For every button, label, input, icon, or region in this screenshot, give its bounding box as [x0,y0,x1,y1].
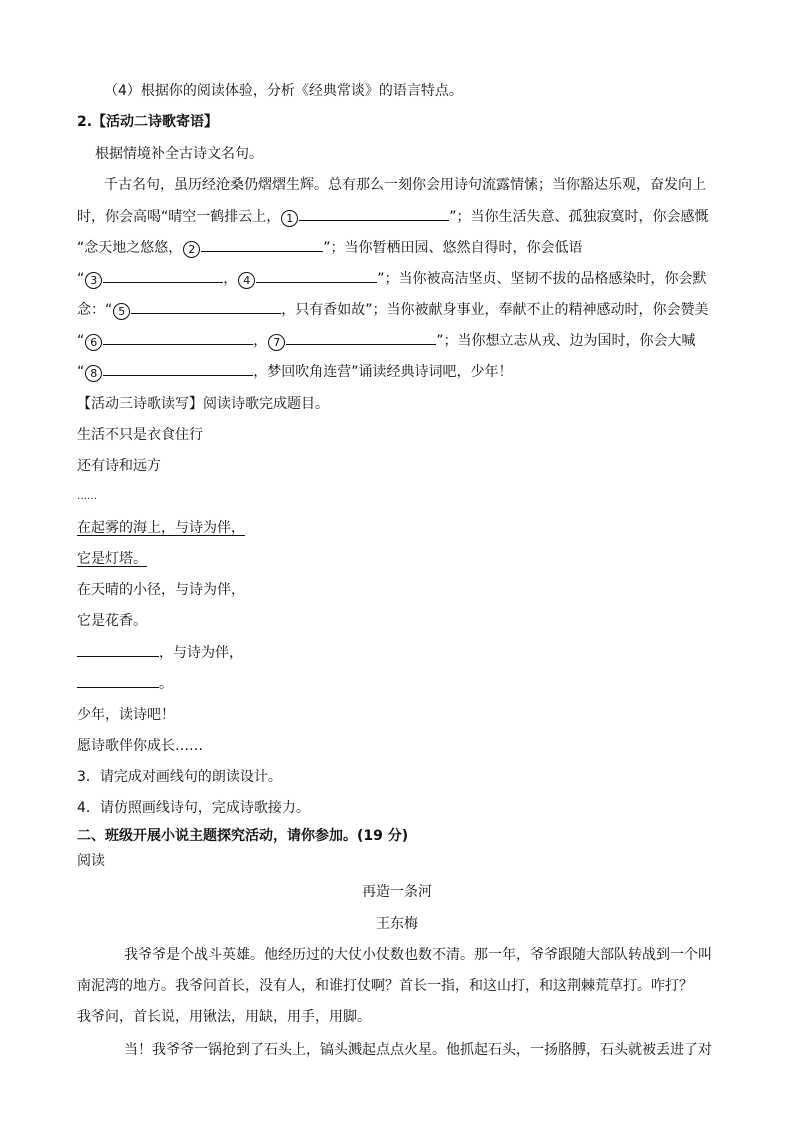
poem-line: 少年，读诗吧！ [77,707,175,723]
story-author: 王东梅 [376,916,418,932]
blank-number-5-icon: 5 [113,303,130,320]
blank-number-4-icon: 4 [238,272,255,289]
story-paragraph-line: 当！我爷爷一锅抢到了石头上，镐头溅起点点火星。他抓起石头，一扬胳膊，石头就被丢进了对 [124,1042,712,1058]
poem-ellipsis: …… [77,491,97,502]
poem-blank-line: ，与诗为伴， [77,642,243,662]
fill-blank-8[interactable] [103,361,253,376]
poem-line: 在天晴的小径，与诗为伴， [77,582,245,598]
poem-underlined-line: 它是灯塔。 [77,551,147,567]
fill-blank-3[interactable] [103,268,223,283]
fill-blank-4[interactable] [256,268,377,283]
question-4-text: （4）根据你的阅读体验，分析《经典常谈》的语言特点。 [104,83,463,99]
fill-blank-7[interactable] [286,330,436,345]
fill-blank-6[interactable] [103,330,253,345]
poem-blank-line: 。 [77,673,173,693]
story-paragraph-line: 南泥湾的地方。我爷问首长，没有人，和谁打仗啊？首长一指，和这山打，和这荆棘荒草打。咋打？ [77,978,693,994]
story-paragraph-line: 我爷问，首长说，用锹法，用缺，用手，用脚。 [77,1009,371,1025]
blank-number-8-icon: 8 [85,365,102,382]
activity-3-title: 【活动三诗歌读写】阅读诗歌完成题目。 [77,396,329,412]
poem-underlined-line: 在起雾的海上，与诗为伴， [77,520,245,536]
activity-2-line-3: “念天地之悠悠， 2 ”；当你暂栖田园、悠然自得时，你会低语 [77,237,583,257]
activity-2-line-2: 时，你会高喝“晴空一鹤排云上， 1 ”；当你生活失意、孤独寂寞时，你会感慨 [77,206,709,226]
poem-line: 它是花香。 [77,613,147,629]
activity-2-line-7: “ 8 ，梦回吹角连营”诵读经典诗词吧，少年！ [77,361,513,381]
poem-line: 生活不只是衣食住行 [77,427,203,443]
fill-blank-1[interactable] [299,206,449,221]
fill-blank-5[interactable] [131,299,281,314]
question-4: 4．请仿照画线诗句，完成诗歌接力。 [77,800,310,816]
activity-2-line-5: 念：“ 5 ，只有香如故”；当你被献身事业，奉献不止的精神感动时，你会赞美 [77,299,709,319]
poem-fill-blank-1[interactable] [77,642,159,657]
blank-number-2-icon: 2 [183,241,200,258]
activity-2-title: 2.【活动二诗歌寄语】 [77,114,219,130]
question-3: 3．请完成对画线句的朗读设计。 [77,769,282,785]
section-2-heading: 二、班级开展小说主题探究活动，请你参加。(19 分) [77,828,409,844]
poem-line: 愿诗歌伴你成长…… [77,738,203,754]
fill-blank-2[interactable] [201,237,323,252]
story-title: 再造一条河 [362,884,432,900]
blank-number-1-icon: 1 [281,210,298,227]
read-label: 阅读 [77,853,105,869]
story-paragraph-line: 我爷爷是个战斗英雄。他经历过的大仗小仗数也数不清。那一年，爷爷跟随大部队转战到一个叫 [124,947,712,963]
poem-line: 还有诗和远方 [77,458,161,474]
blank-number-3-icon: 3 [85,272,102,289]
activity-2-instruction: 根据情境补全古诗文名句。 [95,146,263,162]
activity-2-line-1: 千古名句，虽历经沧桑仍熠熠生辉。总有那么一刻你会用诗句流露情愫；当你豁达乐观，奋发向上 [104,177,706,193]
poem-fill-blank-2[interactable] [77,673,159,688]
activity-2-line-6: “ 6 ， 7 ”；当你想立志从戎、边为国时，你会大喊 [77,330,696,350]
blank-number-7-icon: 7 [268,334,285,351]
blank-number-6-icon: 6 [85,334,102,351]
activity-2-line-4: “ 3 ， 4 ”；当你被高洁坚贞、坚韧不拔的品格感染时，你会默 [77,268,707,288]
